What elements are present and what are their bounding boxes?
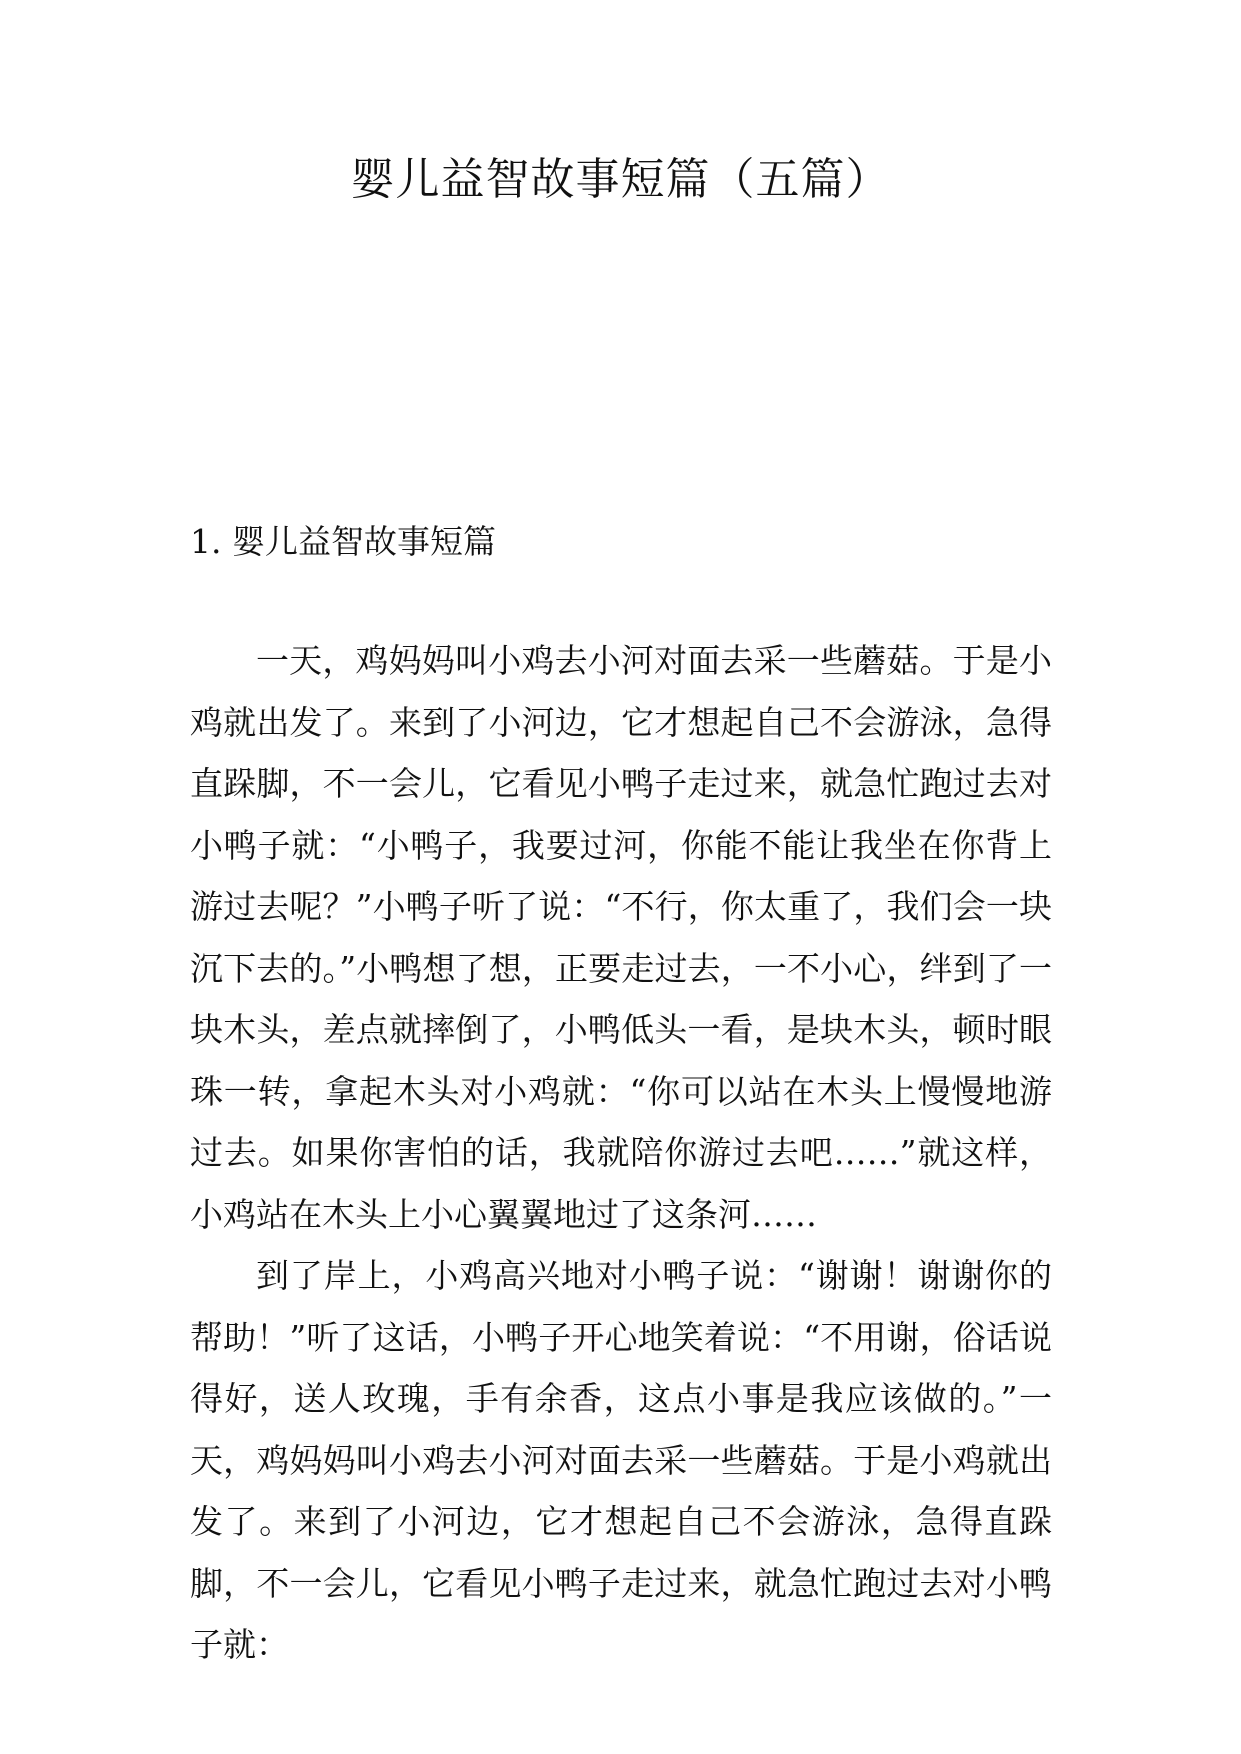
story-body — [190, 630, 1052, 1676]
story-paragraph-2: 到了岸上，小鸡高兴地对小鸭子说：“谢谢！谢谢你的帮助！”听了这话，小鸭子开心地笑着说：“不用谢，俗话说得好，送人玫瑰，手有余香，这点小事是我应该做的。”一天，鸡妈妈叫小鸡去小河对面去采一些蘑菇。于是小鸡就出发了。来到了小河边，它才想起自己不会游泳，急得直跺脚，不一会儿，它看见小鸭子走过来，就急忙跑过去对小鸭子就： — [190, 1256, 1052, 1664]
story-paragraph-1: 一天，鸡妈妈叫小鸡去小河对面去采一些蘑菇。于是小鸡就出发了。来到了小河边，它才想起自己不会游泳，急得直跺脚，不一会儿，它看见小鸭子走过来，就急忙跑过去对小鸭子就：“小鸭子，我要过河，你能不能让我坐在你背上游过去呢？”小鸭子听了说：“不行，你太重了，我们会一块沉下去的。”小鸭想了想，正要走过去，一不小心，绊到了一块木头，差点就摔倒了，小鸭低头一看，是块木头，顿时眼珠一转，拿起木头对小鸡就：“你可以站在木头上慢慢地游过去。如果你害怕的话，我就陪你游过去吧……”就这样，小鸡站在木头上小心翼翼地过了这条河…… — [190, 641, 1052, 1234]
page-title: 婴儿益智故事短篇（五篇） — [350, 154, 891, 205]
section-heading: 1. 婴儿益智故事短篇 — [190, 522, 496, 561]
